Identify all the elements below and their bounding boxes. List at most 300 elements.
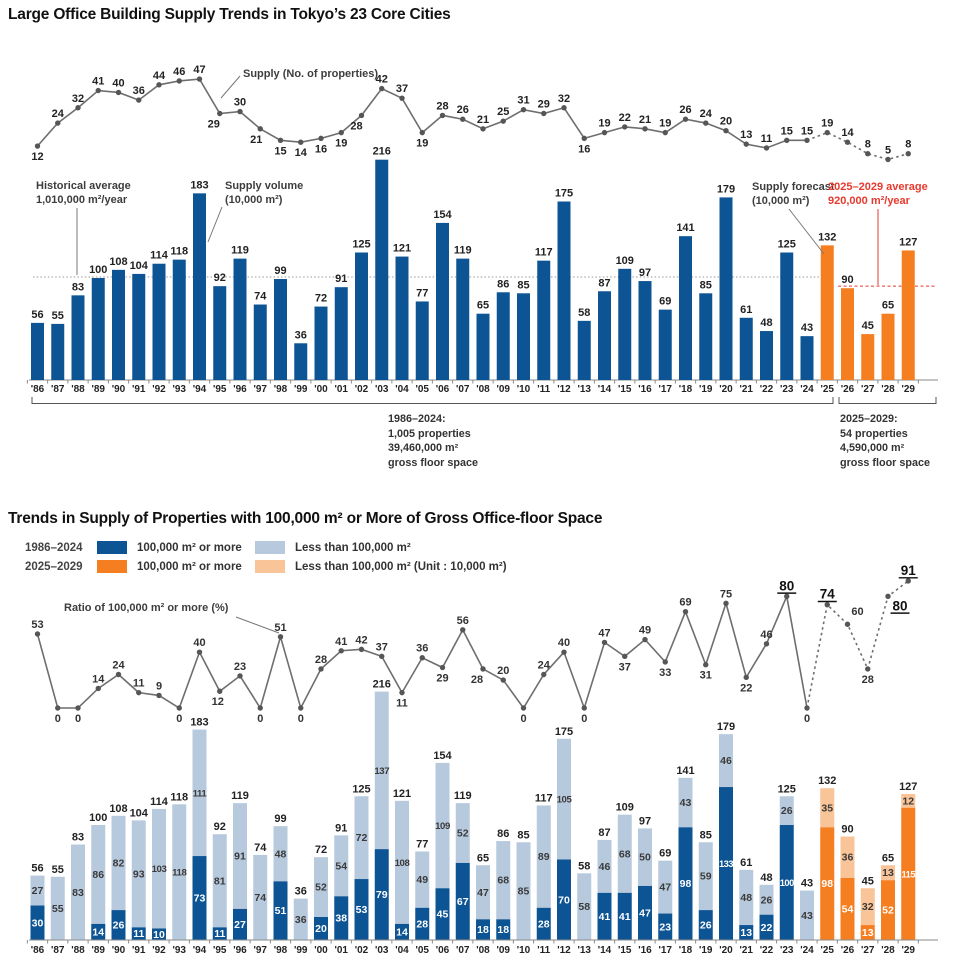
svg-text:'95: '95 bbox=[212, 945, 227, 956]
svg-text:99: 99 bbox=[274, 265, 287, 278]
svg-text:9: 9 bbox=[155, 680, 163, 693]
svg-text:12: 12 bbox=[902, 795, 915, 808]
svg-text:19: 19 bbox=[659, 117, 672, 130]
svg-text:61: 61 bbox=[740, 303, 753, 316]
svg-text:'28: '28 bbox=[881, 384, 895, 395]
svg-text:54: 54 bbox=[335, 860, 348, 873]
svg-text:23: 23 bbox=[233, 660, 247, 673]
svg-text:22: 22 bbox=[740, 682, 753, 695]
svg-text:'03: '03 bbox=[374, 945, 389, 956]
svg-text:46: 46 bbox=[720, 755, 732, 768]
svg-text:36: 36 bbox=[132, 85, 145, 98]
svg-text:119: 119 bbox=[231, 244, 249, 257]
svg-text:'86: '86 bbox=[30, 384, 45, 395]
svg-text:0: 0 bbox=[803, 713, 811, 725]
svg-text:80: 80 bbox=[892, 598, 908, 614]
svg-text:111: 111 bbox=[192, 788, 207, 800]
svg-text:85: 85 bbox=[699, 829, 712, 842]
bar-'91 bbox=[132, 274, 145, 380]
svg-text:14: 14 bbox=[396, 926, 408, 939]
svg-text:68: 68 bbox=[618, 848, 631, 861]
svg-text:68: 68 bbox=[497, 874, 510, 887]
svg-text:27: 27 bbox=[31, 885, 44, 898]
bar-'28 bbox=[882, 314, 895, 380]
svg-text:216: 216 bbox=[372, 678, 391, 691]
svg-text:'09: '09 bbox=[496, 945, 511, 956]
bar-'22 bbox=[760, 331, 773, 380]
svg-text:0: 0 bbox=[54, 713, 61, 725]
svg-text:79: 79 bbox=[375, 889, 388, 902]
svg-text:51: 51 bbox=[274, 905, 287, 918]
svg-text:37: 37 bbox=[395, 83, 409, 96]
svg-text:'23: '23 bbox=[779, 945, 794, 956]
svg-text:29: 29 bbox=[537, 98, 550, 111]
svg-text:'96: '96 bbox=[233, 384, 247, 395]
svg-text:26: 26 bbox=[456, 104, 469, 117]
svg-text:83: 83 bbox=[72, 886, 84, 899]
svg-text:35: 35 bbox=[821, 802, 834, 815]
svg-text:'04: '04 bbox=[395, 384, 409, 395]
svg-text:67: 67 bbox=[456, 895, 469, 908]
bar-'05 bbox=[416, 301, 429, 380]
svg-text:74: 74 bbox=[254, 841, 267, 854]
svg-text:13: 13 bbox=[740, 927, 753, 940]
svg-text:5: 5 bbox=[884, 144, 892, 157]
bar-'01 bbox=[335, 287, 348, 380]
svg-text:10: 10 bbox=[153, 928, 165, 941]
svg-text:'97: '97 bbox=[253, 945, 268, 956]
svg-text:92: 92 bbox=[213, 272, 226, 285]
svg-text:'23: '23 bbox=[779, 384, 794, 395]
svg-text:49: 49 bbox=[638, 624, 652, 637]
svg-text:119: 119 bbox=[231, 790, 249, 803]
bar-'98 bbox=[274, 279, 287, 380]
svg-text:28: 28 bbox=[416, 918, 429, 931]
svg-text:87: 87 bbox=[598, 277, 611, 290]
svg-text:26: 26 bbox=[699, 919, 712, 932]
svg-text:47: 47 bbox=[477, 886, 489, 899]
svg-text:36: 36 bbox=[416, 642, 429, 655]
svg-text:58: 58 bbox=[578, 306, 591, 319]
svg-text:65: 65 bbox=[881, 299, 895, 312]
svg-text:20: 20 bbox=[315, 923, 327, 935]
svg-text:'97: '97 bbox=[253, 384, 268, 395]
svg-text:28: 28 bbox=[470, 673, 484, 686]
svg-text:48: 48 bbox=[760, 871, 773, 884]
svg-text:55: 55 bbox=[51, 902, 64, 915]
svg-text:'98: '98 bbox=[273, 945, 288, 956]
svg-text:23: 23 bbox=[659, 921, 672, 934]
svg-text:47: 47 bbox=[193, 64, 206, 77]
chart2-axis bbox=[27, 940, 938, 956]
svg-text:132: 132 bbox=[818, 775, 837, 788]
ratio-line bbox=[31, 560, 917, 725]
svg-text:15: 15 bbox=[780, 125, 793, 138]
period-brackets bbox=[32, 397, 936, 404]
svg-text:21: 21 bbox=[476, 113, 490, 126]
svg-text:85: 85 bbox=[517, 885, 530, 898]
svg-text:28: 28 bbox=[350, 120, 363, 133]
svg-text:'90: '90 bbox=[111, 945, 126, 956]
svg-text:27: 27 bbox=[234, 918, 246, 931]
svg-text:89: 89 bbox=[537, 851, 550, 864]
svg-text:52: 52 bbox=[882, 904, 894, 917]
bar-'88 bbox=[72, 295, 85, 380]
svg-text:45: 45 bbox=[861, 875, 874, 888]
svg-text:'99: '99 bbox=[293, 945, 308, 956]
svg-text:'08: '08 bbox=[476, 945, 490, 956]
svg-text:'26: '26 bbox=[840, 945, 855, 956]
bar-'89 bbox=[92, 278, 105, 380]
svg-text:28: 28 bbox=[314, 653, 328, 666]
svg-text:118: 118 bbox=[170, 791, 189, 804]
period-note-2025-2029: 2025–2029: 54 properties 4,590,000 m² gross floor space bbox=[840, 413, 931, 469]
svg-text:119: 119 bbox=[453, 244, 472, 257]
bar-'96 bbox=[234, 259, 247, 380]
bar-'03 bbox=[375, 160, 388, 380]
svg-text:40: 40 bbox=[557, 637, 571, 650]
svg-text:42: 42 bbox=[355, 634, 368, 647]
svg-text:21: 21 bbox=[250, 133, 263, 146]
svg-text:77: 77 bbox=[416, 287, 429, 300]
bar-'00 bbox=[315, 307, 328, 380]
svg-text:55: 55 bbox=[51, 309, 64, 322]
svg-text:29: 29 bbox=[436, 672, 449, 685]
svg-text:'86: '86 bbox=[30, 945, 45, 956]
svg-text:141: 141 bbox=[676, 764, 695, 777]
svg-text:'91: '91 bbox=[131, 384, 146, 395]
svg-text:30: 30 bbox=[31, 917, 44, 930]
svg-text:15: 15 bbox=[274, 145, 287, 158]
svg-text:24: 24 bbox=[537, 659, 550, 672]
svg-text:11: 11 bbox=[214, 928, 226, 941]
svg-text:'91: '91 bbox=[131, 945, 146, 956]
svg-text:40: 40 bbox=[193, 637, 206, 650]
bar-'18 bbox=[679, 236, 692, 380]
svg-text:40: 40 bbox=[112, 77, 125, 90]
svg-text:45: 45 bbox=[436, 908, 449, 921]
svg-text:'02: '02 bbox=[354, 384, 369, 395]
forecast-average-label: 2025–2029 average 920,000 m²/year bbox=[828, 181, 928, 207]
svg-text:24: 24 bbox=[112, 659, 125, 672]
svg-text:'24: '24 bbox=[800, 384, 814, 395]
svg-text:'98: '98 bbox=[273, 384, 288, 395]
svg-text:119: 119 bbox=[453, 790, 472, 803]
svg-text:12: 12 bbox=[211, 696, 224, 709]
svg-text:'94: '94 bbox=[192, 384, 207, 395]
svg-text:29: 29 bbox=[207, 118, 220, 131]
svg-text:125: 125 bbox=[777, 783, 796, 796]
bar-'19 bbox=[699, 293, 712, 380]
svg-text:58: 58 bbox=[578, 901, 591, 914]
svg-text:100: 100 bbox=[779, 878, 794, 888]
bar-'87 bbox=[51, 324, 64, 380]
svg-text:'93: '93 bbox=[172, 384, 187, 395]
svg-text:41: 41 bbox=[335, 635, 348, 648]
svg-text:56: 56 bbox=[456, 614, 469, 627]
svg-text:38: 38 bbox=[335, 912, 348, 925]
svg-text:14: 14 bbox=[92, 673, 105, 686]
svg-text:19: 19 bbox=[598, 117, 611, 130]
svg-text:36: 36 bbox=[294, 329, 307, 342]
svg-text:86: 86 bbox=[497, 278, 510, 291]
svg-text:52: 52 bbox=[315, 881, 327, 894]
svg-text:52: 52 bbox=[456, 827, 469, 840]
svg-text:11: 11 bbox=[760, 132, 773, 145]
svg-text:26: 26 bbox=[780, 805, 793, 818]
svg-text:'10: '10 bbox=[516, 945, 531, 956]
svg-text:154: 154 bbox=[433, 749, 452, 762]
svg-text:'08: '08 bbox=[476, 384, 490, 395]
svg-text:'29: '29 bbox=[901, 384, 916, 395]
svg-text:14: 14 bbox=[294, 147, 307, 160]
svg-text:37: 37 bbox=[375, 641, 388, 654]
svg-text:'12: '12 bbox=[557, 384, 571, 395]
svg-text:20: 20 bbox=[497, 665, 510, 678]
bar-'07 bbox=[456, 259, 469, 380]
ratio-label-leader bbox=[236, 617, 279, 633]
svg-text:69: 69 bbox=[659, 295, 672, 308]
svg-text:74: 74 bbox=[254, 891, 267, 904]
svg-text:108: 108 bbox=[394, 857, 410, 869]
ratio-stacked-chart bbox=[0, 530, 960, 980]
bar-'93 bbox=[173, 260, 186, 380]
svg-text:'99: '99 bbox=[293, 384, 308, 395]
bar-'13 bbox=[578, 321, 591, 380]
svg-text:77: 77 bbox=[416, 838, 429, 851]
svg-text:85: 85 bbox=[517, 279, 530, 292]
svg-text:48: 48 bbox=[760, 317, 773, 330]
svg-text:53: 53 bbox=[355, 904, 368, 917]
svg-text:73: 73 bbox=[193, 892, 206, 905]
svg-text:'19: '19 bbox=[698, 384, 713, 395]
svg-text:'14: '14 bbox=[597, 384, 612, 395]
svg-text:132: 132 bbox=[818, 231, 837, 244]
svg-text:'89: '89 bbox=[91, 945, 106, 956]
svg-text:'04: '04 bbox=[395, 945, 409, 956]
svg-text:32: 32 bbox=[71, 92, 85, 105]
svg-text:45: 45 bbox=[861, 320, 874, 333]
svg-text:'19: '19 bbox=[698, 945, 713, 956]
svg-text:'25: '25 bbox=[820, 945, 835, 956]
svg-text:83: 83 bbox=[71, 831, 85, 844]
legend-label-large-forecast: 100,000 m² or more bbox=[137, 560, 242, 573]
svg-text:22: 22 bbox=[760, 921, 773, 934]
svg-text:'02: '02 bbox=[354, 945, 369, 956]
bar-'12 bbox=[558, 202, 571, 381]
svg-text:'17: '17 bbox=[658, 945, 673, 956]
bar-'24 bbox=[801, 336, 814, 380]
svg-text:43: 43 bbox=[800, 322, 814, 335]
svg-text:121: 121 bbox=[392, 787, 412, 800]
svg-text:103: 103 bbox=[151, 864, 167, 876]
svg-text:'27: '27 bbox=[860, 384, 875, 395]
svg-text:105: 105 bbox=[556, 794, 572, 806]
svg-text:65: 65 bbox=[476, 852, 490, 865]
svg-text:81: 81 bbox=[213, 875, 226, 888]
svg-text:'16: '16 bbox=[638, 945, 652, 956]
supply-line-label: Supply (No. of properties) bbox=[243, 68, 379, 80]
svg-text:47: 47 bbox=[659, 881, 672, 894]
svg-text:117: 117 bbox=[534, 792, 553, 805]
bar-'86 bbox=[31, 323, 44, 380]
svg-text:69: 69 bbox=[679, 596, 692, 609]
svg-text:28: 28 bbox=[861, 673, 874, 686]
bar-'25 bbox=[821, 245, 834, 380]
svg-text:19: 19 bbox=[335, 137, 348, 150]
legend-label-small-forecast: Less than 100,000 m² (Unit : 10,000 m²) bbox=[295, 560, 507, 573]
svg-text:86: 86 bbox=[497, 828, 510, 841]
svg-text:'07: '07 bbox=[455, 384, 470, 395]
svg-text:91: 91 bbox=[335, 822, 348, 835]
svg-text:90: 90 bbox=[841, 823, 854, 836]
svg-text:121: 121 bbox=[392, 242, 412, 255]
svg-text:154: 154 bbox=[433, 208, 452, 221]
svg-text:51: 51 bbox=[274, 621, 287, 634]
svg-text:21: 21 bbox=[638, 113, 652, 126]
bar-'90 bbox=[112, 270, 125, 380]
svg-text:53: 53 bbox=[31, 619, 44, 632]
bar-'99 bbox=[294, 343, 307, 380]
svg-text:'00: '00 bbox=[314, 945, 328, 956]
svg-text:'29: '29 bbox=[901, 945, 916, 956]
svg-text:91: 91 bbox=[900, 562, 916, 578]
svg-text:'05: '05 bbox=[415, 945, 430, 956]
svg-text:'26: '26 bbox=[840, 384, 855, 395]
bar-'94 bbox=[193, 193, 206, 380]
bar-'08 bbox=[477, 314, 490, 380]
svg-text:100: 100 bbox=[89, 812, 108, 824]
svg-text:11: 11 bbox=[396, 697, 408, 710]
svg-text:'88: '88 bbox=[71, 384, 85, 395]
svg-text:0: 0 bbox=[297, 713, 304, 725]
svg-text:108: 108 bbox=[109, 255, 128, 268]
svg-text:100: 100 bbox=[89, 264, 108, 276]
svg-text:24: 24 bbox=[51, 108, 64, 121]
svg-text:48: 48 bbox=[740, 891, 753, 904]
period-note-1986-2024: 1986–2024: 1,005 properties 39,460,000 m² gross floor space bbox=[388, 413, 479, 469]
svg-text:175: 175 bbox=[554, 187, 574, 200]
svg-text:91: 91 bbox=[335, 273, 348, 286]
legend-period-1986-2024: 1986–2024 bbox=[25, 541, 83, 554]
svg-text:125: 125 bbox=[352, 783, 371, 796]
svg-text:'90: '90 bbox=[111, 384, 126, 395]
ratio-line-label: Ratio of 100,000 m² or more (%) bbox=[64, 602, 229, 614]
svg-text:19: 19 bbox=[821, 117, 834, 130]
bar-'14 bbox=[598, 291, 611, 380]
svg-text:36: 36 bbox=[841, 851, 854, 864]
svg-text:'87: '87 bbox=[50, 945, 65, 956]
svg-text:'14: '14 bbox=[597, 945, 612, 956]
bar-'92 bbox=[153, 264, 166, 380]
svg-text:8: 8 bbox=[864, 138, 871, 151]
svg-text:65: 65 bbox=[476, 299, 490, 312]
svg-text:125: 125 bbox=[352, 238, 371, 251]
svg-text:97: 97 bbox=[638, 267, 652, 280]
svg-text:137: 137 bbox=[374, 765, 390, 777]
svg-text:18: 18 bbox=[497, 924, 510, 937]
bar-'06 bbox=[436, 223, 449, 380]
svg-text:43: 43 bbox=[800, 877, 814, 890]
svg-text:'88: '88 bbox=[71, 945, 85, 956]
svg-text:47: 47 bbox=[598, 627, 611, 640]
svg-text:141: 141 bbox=[676, 222, 695, 235]
svg-text:127: 127 bbox=[899, 780, 918, 793]
svg-text:49: 49 bbox=[416, 874, 429, 887]
svg-text:25: 25 bbox=[497, 106, 510, 119]
svg-text:13: 13 bbox=[740, 129, 753, 142]
svg-text:31: 31 bbox=[699, 669, 712, 682]
svg-text:32: 32 bbox=[557, 92, 571, 105]
svg-text:91: 91 bbox=[234, 850, 246, 863]
svg-text:33: 33 bbox=[659, 666, 672, 679]
svg-text:118: 118 bbox=[172, 867, 187, 879]
bar-'26 bbox=[841, 288, 854, 380]
supply-volume-label: Supply volume (10,000 m²) bbox=[225, 180, 304, 206]
svg-text:'95: '95 bbox=[212, 384, 227, 395]
svg-text:'17: '17 bbox=[658, 384, 673, 395]
svg-text:'16: '16 bbox=[638, 384, 652, 395]
svg-text:47: 47 bbox=[639, 907, 651, 920]
svg-text:0: 0 bbox=[520, 713, 527, 725]
svg-text:41: 41 bbox=[92, 75, 105, 88]
svg-text:'93: '93 bbox=[172, 945, 187, 956]
svg-text:74: 74 bbox=[819, 586, 835, 602]
svg-text:87: 87 bbox=[598, 826, 611, 839]
svg-text:'01: '01 bbox=[334, 384, 349, 395]
bar-'29 bbox=[902, 250, 915, 380]
svg-text:74: 74 bbox=[254, 290, 267, 303]
svg-text:'09: '09 bbox=[496, 384, 511, 395]
svg-text:24: 24 bbox=[699, 108, 712, 121]
svg-text:'87: '87 bbox=[50, 384, 65, 395]
legend-label-large-actual: 100,000 m² or more bbox=[137, 541, 242, 554]
bar-'16 bbox=[639, 281, 652, 380]
bar-'27 bbox=[861, 334, 874, 380]
svg-text:69: 69 bbox=[659, 847, 672, 860]
svg-text:'94: '94 bbox=[192, 945, 207, 956]
svg-text:'06: '06 bbox=[435, 945, 450, 956]
svg-text:83: 83 bbox=[71, 281, 85, 294]
bar-'11 bbox=[537, 261, 550, 380]
svg-text:'03: '03 bbox=[374, 384, 389, 395]
svg-text:'21: '21 bbox=[739, 384, 754, 395]
svg-text:19: 19 bbox=[416, 137, 429, 150]
svg-text:98: 98 bbox=[679, 878, 692, 891]
svg-text:93: 93 bbox=[132, 868, 145, 881]
svg-text:117: 117 bbox=[534, 246, 553, 259]
svg-text:14: 14 bbox=[841, 127, 854, 140]
svg-text:30: 30 bbox=[233, 96, 247, 109]
svg-text:'92: '92 bbox=[152, 945, 166, 956]
svg-text:46: 46 bbox=[173, 65, 186, 78]
svg-text:'25: '25 bbox=[820, 384, 835, 395]
svg-text:80: 80 bbox=[779, 578, 795, 594]
svg-text:65: 65 bbox=[881, 852, 895, 865]
svg-text:'22: '22 bbox=[759, 384, 774, 395]
svg-text:31: 31 bbox=[517, 94, 530, 107]
historical-average-label: Historical average 1,010,000 m²/year bbox=[36, 180, 131, 206]
bar-'23 bbox=[780, 253, 793, 381]
legend-period-2025-2029: 2025–2029 bbox=[25, 560, 83, 573]
svg-text:'12: '12 bbox=[557, 945, 571, 956]
svg-text:179: 179 bbox=[716, 721, 736, 734]
svg-text:108: 108 bbox=[109, 802, 128, 815]
svg-text:'01: '01 bbox=[334, 945, 349, 956]
svg-text:99: 99 bbox=[274, 813, 287, 826]
svg-text:44: 44 bbox=[152, 69, 166, 82]
svg-text:'13: '13 bbox=[577, 384, 592, 395]
